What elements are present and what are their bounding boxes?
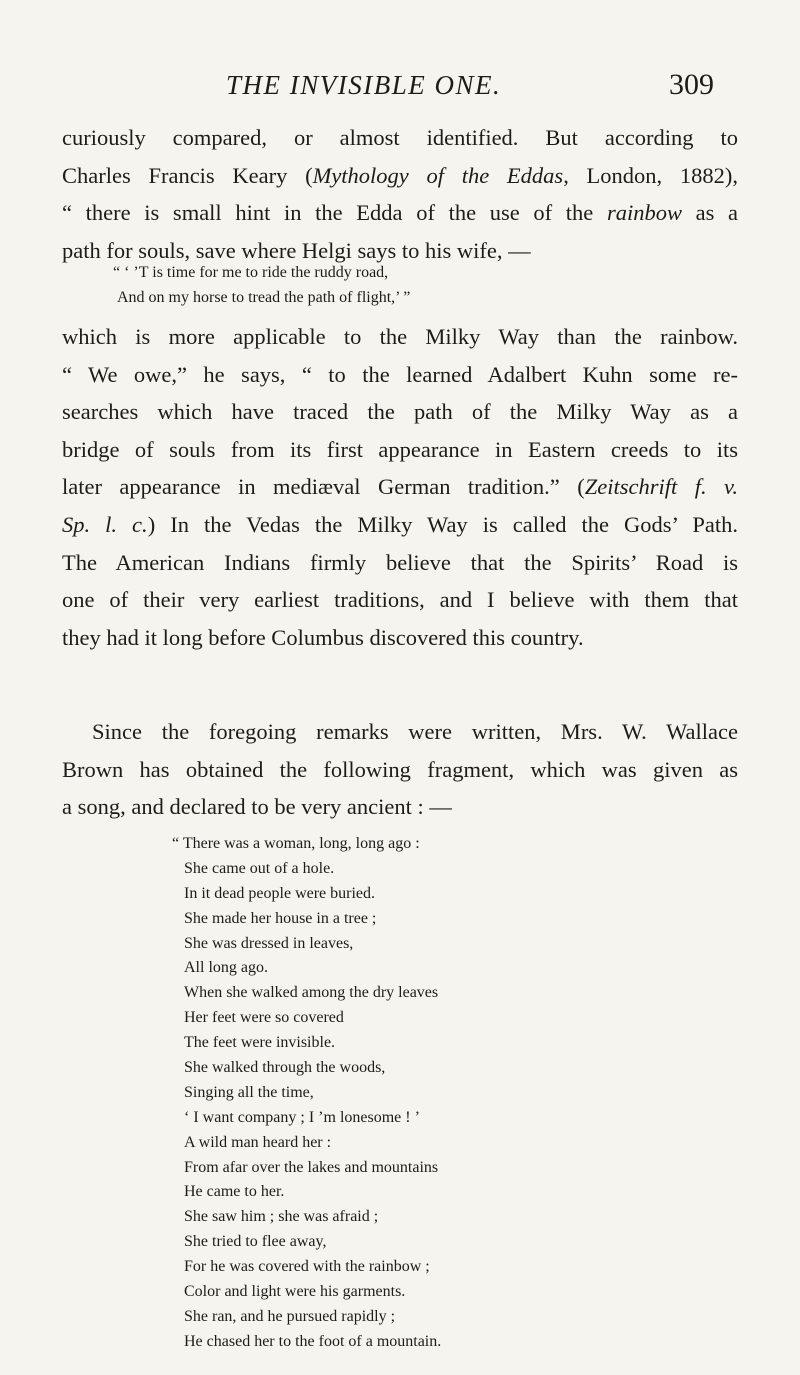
verse-line: He chased her to the foot of a mountain.	[184, 1332, 442, 1350]
verse-line: When she walked among the dry leaves	[184, 984, 439, 1002]
verse-line: And on my horse to tread the path of flight,’ ”	[117, 288, 411, 306]
text-line: “ there is small hint in the Edda of the use of the rainbow as a	[62, 200, 738, 226]
citation: Sp. l. c.	[62, 511, 148, 537]
verse-line: She came out of a hole.	[184, 859, 335, 877]
verse-line: He came to her.	[184, 1183, 285, 1201]
running-head	[0, 68, 800, 108]
verse-line: Color and light were his garments.	[184, 1283, 406, 1301]
paragraph-continued	[62, 119, 738, 269]
text-line: which is more applicable to the Milky Way than the rainbow.	[62, 324, 738, 349]
citation: Zeitschrift f. v.	[584, 474, 738, 500]
text-line: Charles Francis Keary (Mythology of the Eddas, London, 1882),	[62, 162, 738, 188]
verse-line: She made her house in a tree ;	[184, 909, 377, 927]
verse-line: She ran, and he pursued rapidly ;	[184, 1307, 396, 1325]
verse-line: A wild man heard her :	[184, 1133, 332, 1151]
running-title: THE INVISIBLE ONE.	[226, 70, 502, 100]
song-fragment	[172, 832, 442, 1355]
verse-line: All long ago.	[184, 959, 268, 977]
text-line: curiously compared, or almost identified. But according to	[62, 125, 738, 150]
text-line: The American Indians firmly believe that the Spirits’ Road is	[62, 549, 738, 575]
verse-line: She tried to flee away,	[184, 1233, 327, 1251]
emphasis: rainbow	[606, 200, 682, 226]
text-line: searches which have traced the path of the Milky Way as a	[62, 399, 738, 425]
page-number: 309	[669, 68, 714, 101]
text-line: Brown has obtained the following fragment, which was given as	[62, 756, 738, 782]
verse-line: “ ‘ ’T is time for me to ride the ruddy road,	[113, 264, 389, 281]
text-line: path for souls, save where Helgi says to his wife, —	[62, 237, 531, 263]
verse-line: The feet were invisible.	[184, 1034, 336, 1052]
verse-line: She walked through the woods,	[184, 1059, 386, 1077]
verse-line: From afar over the lakes and mountains	[184, 1158, 439, 1176]
verse-quotation	[113, 261, 410, 311]
text-line: they had it long before Columbus discovered this country.	[62, 624, 584, 650]
verse-line: “ There was a woman, long, long ago :	[172, 835, 420, 852]
verse-line: She saw him ; she was afraid ;	[184, 1208, 379, 1226]
text-line: later appearance in mediæval German tradition.” (Zeitschrift f. v.	[62, 474, 738, 500]
text-line: bridge of souls from its first appearance in Eastern creeds to its	[62, 436, 738, 462]
verse-line: ‘ I want company ; I ’m lonesome ! ’	[184, 1108, 420, 1126]
text-line: one of their very earliest traditions, and I believe with them that	[62, 587, 738, 613]
text-line: a song, and declared to be very ancient : —	[62, 794, 452, 820]
verse-line: She was dressed in leaves,	[184, 934, 354, 952]
book-title: Mythology of the Eddas	[312, 162, 564, 188]
paragraph	[62, 713, 738, 826]
verse-line: Singing all the time,	[184, 1083, 314, 1101]
verse-line: For he was covered with the rainbow ;	[184, 1258, 430, 1276]
paragraph	[62, 318, 738, 656]
verse-line: In it dead people were buried.	[184, 884, 376, 902]
text-line: “ We owe,” he says, “ to the learned Adalbert Kuhn some re-	[62, 361, 738, 387]
text-line: Sp. l. c.) In the Vedas the Milky Way is called the Gods’ Path.	[62, 511, 738, 537]
text-line: Since the foregoing remarks were written, Mrs. W. Wallace	[92, 719, 738, 744]
verse-line: Her feet were so covered	[184, 1009, 344, 1027]
